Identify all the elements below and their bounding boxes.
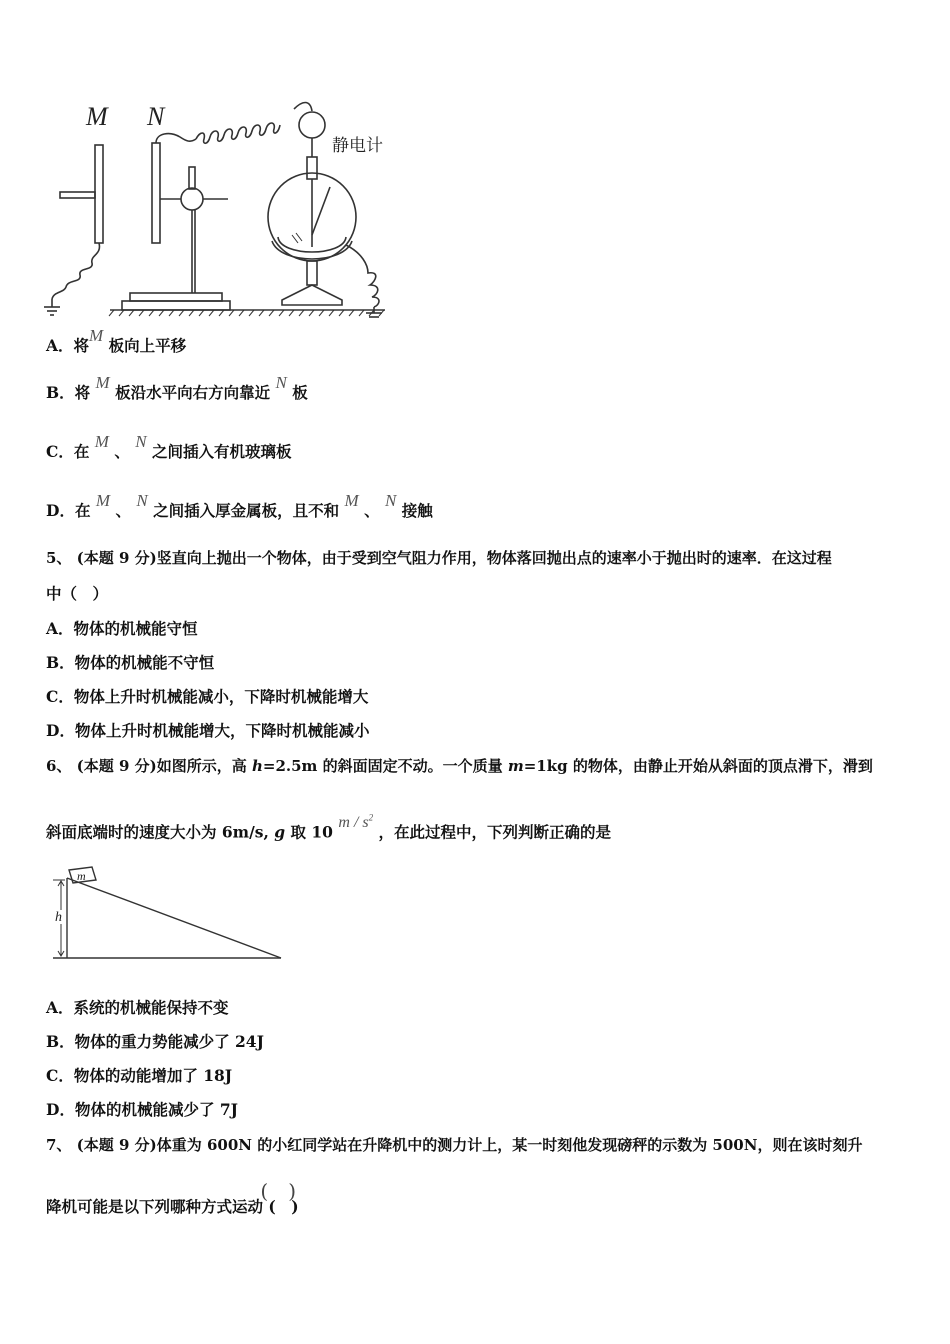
unit-text: m / s [338,814,369,832]
unit-m-per-s2 [338,814,373,831]
variable-n: N [136,491,148,510]
q6-stem-line2 [46,813,612,843]
variable-m: M [94,432,109,451]
option-text: 板沿水平向右方向靠近 [115,383,271,402]
separator: 、 [115,501,131,520]
variable-m: M [95,491,111,510]
option-text: C．在 [46,442,90,461]
stem-text: =2.5m 的斜面固定不动。一个质量 [262,757,508,775]
q6-stem-line1 [46,756,873,776]
q5-option-b: B．物体的机械能不守恒 [46,653,215,672]
separator: 、 [114,442,130,461]
variable-h: h [251,757,263,775]
q7-stem-line2 [46,1179,299,1217]
option-text: B．将 [46,383,91,402]
block-m-label: m [77,869,86,883]
stem-text: 取 10 [285,822,333,842]
q6-option-d: D．物体的机械能减少了 7J [46,1100,238,1119]
variable-n: N [275,373,287,392]
q5-stem-line2: 中（ ） [46,584,109,603]
variable-m: M [95,373,110,392]
stem-text: 降机可能是以下列哪种方式运动 [46,1197,264,1216]
separator: 、 [364,501,380,520]
stem-text: 斜面底端时的速度大小为 6m/s, [46,822,275,842]
q5-option-d: D．物体上升时机械能增大，下降时机械能减小 [46,721,370,740]
capacitor-electrometer-figure [40,95,400,325]
variable-n: N [385,491,397,510]
q4-option-c [46,432,292,462]
q6-option-a: A．系统的机械能保持不变 [46,998,229,1017]
plate-n-label: N [147,102,165,131]
incline-figure [45,862,290,967]
height-h-label: h [55,910,62,925]
electrometer-label: 静电计 [332,136,383,156]
q7-stem-line1: 7、 (本题 9 分)体重为 600N 的小红同学站在升降机中的测力计上，某一时刻他发现磅秤的示数为 500N，则在该时刻升 [46,1136,863,1154]
option-text: 之间插入厚金属板，且不和 [153,501,340,520]
option-text: D．在 [46,501,91,520]
q5-stem-line1: 5、 (本题 9 分)竖直向上抛出一个物体，由于受到空气阻力作用，物体落回抛出点的速率小于抛出时的速率．在这过程 [46,549,832,567]
q5-option-c: C．物体上升时机械能减小，下降时机械能增大 [46,687,369,706]
q4-option-b [46,373,308,403]
option-text: 板向上平移 [108,336,187,355]
q5-option-a: A．物体的机械能守恒 [46,619,198,638]
plate-m-label: M [86,102,108,131]
q4-option-a [46,326,187,356]
variable-m: m [507,757,524,775]
option-text: 之间插入有机玻璃板 [152,442,292,461]
option-text: A．将 [46,336,90,355]
answer-paren [260,1179,299,1216]
variable-m: M [344,491,359,510]
q6-option-b: B．物体的重力势能减少了 24J [46,1032,264,1051]
option-text: 板 [292,383,308,402]
paren-overlay: ( ) [260,1179,297,1203]
stem-text: =1kg 的物体，由静止开始从斜面的顶点滑下，滑到 [523,757,873,775]
stem-text: 6、 (本题 9 分)如图所示，高 [46,757,252,775]
unit-exponent: 2 [368,813,374,823]
variable-m: M [89,326,104,345]
q6-option-c: C．物体的动能增加了 18J [46,1066,233,1085]
paren-text: ( ) [268,1197,299,1216]
variable-n: N [135,432,147,451]
q4-option-d [46,491,433,521]
variable-g: g [274,822,286,842]
stem-text: ，在此过程中，下列判断正确的是 [378,822,612,842]
option-text: 接触 [401,501,433,520]
